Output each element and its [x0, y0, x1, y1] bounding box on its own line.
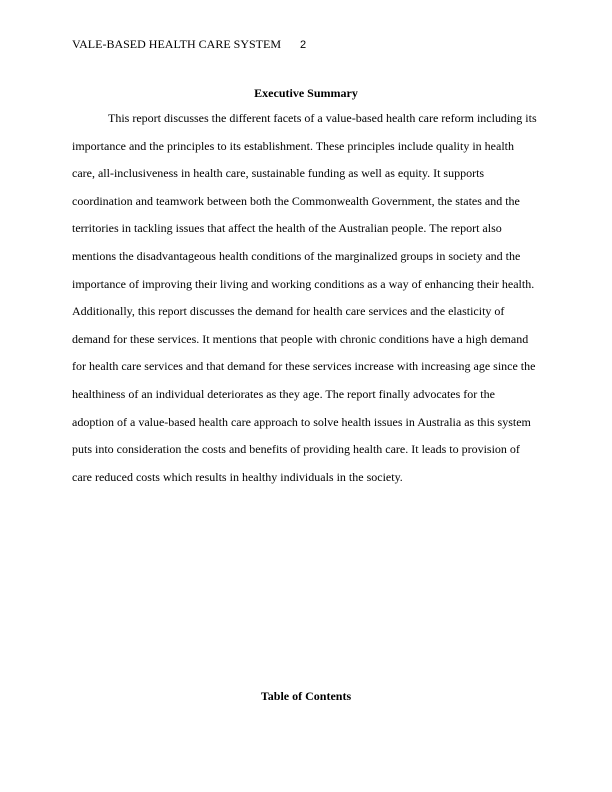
paragraph-line: coordination and teamwork between both the Commonwealth Government, the states and the — [72, 193, 520, 208]
paragraph-line: importance and the principles to its establishment. These principles include quality in health — [72, 138, 515, 153]
paragraph-line: This report discusses the different facets of a value-based health care reform including its — [108, 111, 537, 125]
paragraph-line: demand for these services. It mentions that people with chronic conditions have a high demand — [72, 331, 529, 346]
paragraph-line: care, all-inclusiveness in health care, sustainable funding as well as equity. It supports — [72, 166, 485, 181]
page-number: 2 — [300, 39, 307, 51]
executive-summary-paragraph — [72, 105, 540, 491]
running-head: VALE-BASED HEALTH CARE SYSTEM — [72, 37, 282, 51]
paragraph-line: mentions the disadvantageous health conditions of the marginalized groups in society and the — [72, 248, 521, 263]
executive-summary-title: Executive Summary — [254, 86, 358, 100]
paragraph-line: adoption of a value-based health care approach to solve health issues in Australia as this system — [72, 414, 531, 429]
paragraph-line: puts into consideration the costs and benefits of providing health care. It leads to provision of — [72, 442, 520, 457]
paragraph-line: territories in tackling issues that affect the health of the Australian people. The report also — [72, 221, 502, 236]
table-of-contents-title: Table of Contents — [260, 689, 352, 703]
paragraph-line: for health care services and that demand for these services increase with increasing age since the — [72, 359, 536, 374]
paragraph-line: care reduced costs which results in healthy individuals in the society. — [72, 469, 403, 484]
paragraph-line: Additionally, this report discusses the demand for health care services and the elasticity of — [72, 304, 505, 319]
paragraph-line: healthiness of an individual deteriorates as they age. The report finally advocates for the — [72, 386, 495, 401]
paragraph-line: importance of improving their living and working conditions as a way of enhancing their health. — [72, 276, 535, 291]
